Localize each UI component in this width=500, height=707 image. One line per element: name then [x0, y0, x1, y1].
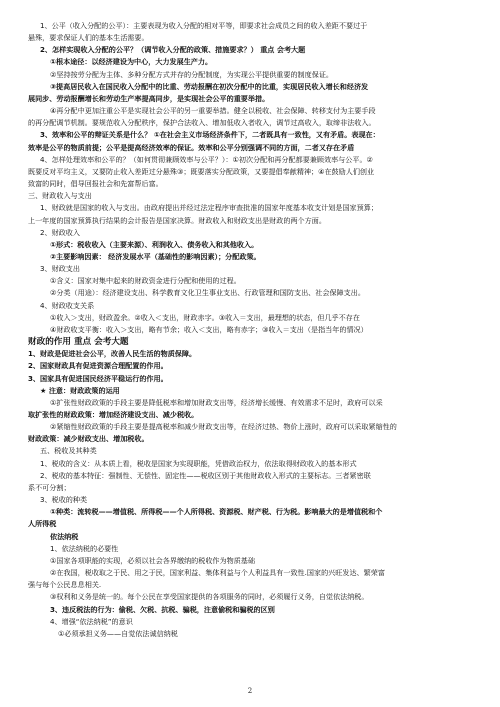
text-line: 取扩张性的财政政策：增加经济建设支出、减少税收。 — [28, 410, 199, 419]
text-line: 4、增强“依法纳税”的意识 — [50, 616, 133, 626]
text-line: 系不可分割； — [28, 482, 71, 492]
text-line: ③提高居民收入在国民收入分配中的比重、劳动报酬在初次分配中的比重，实现居民收入增长和经济发 — [50, 81, 369, 91]
text-line: 财政政策：减少财政支出、增加税收。 — [28, 434, 149, 444]
text-line: 3、税收的种类 — [40, 495, 88, 505]
text-line: ①根本途径：以经济建设为中心，大力发展生产力。 — [50, 57, 213, 67]
text-line: 3、效率和公平的辩证关系是什么？ ①在社会主义市场经济条件下，二者既具有一致性，又有矛盾。表现在： — [40, 130, 380, 140]
text-line: 三、财政收入与支出 — [28, 191, 92, 201]
text-line: ②主要影响因素： 经济发展水平（基础性的影响因素）；分配政策。 — [50, 251, 261, 261]
text-line: ①种类：流转税——增值税、所得税——个人所得税、资源税、财产税、行为税。影响最大的是增值税和个 — [50, 507, 383, 517]
text-line: 4、怎样处理效率和公平的？（如何贯彻兼顾效率与公平？）：①初次分配和再分配都要兼顾效率与公平。② — [40, 154, 373, 164]
text-line: 1、财政就是国家的收入与支出。由政府提出并经过法定程序审查批准的国家年度基本收支计划是国家预算； — [40, 203, 378, 213]
page-content — [28, 20, 474, 640]
text-line: 2、国家财政具有促进资源合理配置的作用。 — [28, 361, 168, 371]
text-line: ①必须承担义务——自觉依法诚信纳税 — [58, 628, 178, 638]
text-line: ④财政收支平衡：收入＞支出，略有节余；收入＜支出，略有赤字；③收入＝支出（是指当年的情况） — [50, 324, 368, 334]
text-line: 1、税收的含义：从本质上看，税收是国家为实现职能，凭借政治权力，依法取得财政收入的基本形式 — [40, 458, 357, 468]
text-line: ①形式：税收收入（主要来源）、利润收入、债务收入和其他收入。 — [50, 239, 259, 249]
text-line: ③权利和义务是统一的。每个公民在享受国家提供的各项服务的同时，必须履行义务，自觉依法纳税。 — [50, 592, 369, 602]
text-line: 五、税收及其种类 — [40, 446, 97, 456]
text-line: 展同步、劳动报酬增长和劳动生产率提高同步，是实现社会公平的重要举措。 — [28, 93, 270, 103]
text-line: 既要反对平均主义，又要防止收入差距过分悬殊③；既要落实分配政策，又要提倡奉献精神；④在鼓励人们创业 — [28, 166, 375, 176]
text-line: 2、税收的基本特征：强制性、无偿性、固定性——税收区别于其他财政收入形式的主要标志。三者紧密联 — [40, 470, 371, 480]
text-line: 财政的作用 重点 会考大题 — [28, 337, 129, 348]
text-line: 悬殊，要求保证人们的基本生活需要。 — [28, 33, 149, 43]
text-line: 效率是公平的物质前提；公平是提高经济效率的保证。效率和公平分别强调不同的方面，二者又存在矛盾 — [28, 142, 355, 152]
text-line: ②分类（用途）：经济建设支出、科学教育文化卫生事业支出、行政管理和国防支出、社会保障支出。 — [50, 288, 365, 298]
text-line: ④再分配中更加注重公平是实现社会公平的另一重要举措。健全以税收、社会保障、转移支付为主要手段 — [50, 106, 376, 116]
text-line: 致富的同时，倡导回报社会和先富帮后富。 — [28, 179, 163, 189]
text-line: ②紧缩性财政政策的手段主要是提高税率和减少财政支出等，在经济过热、物价上涨时，政府可以采取紧缩性的 — [50, 422, 397, 432]
text-line: 的再分配调节机制。要规范收入分配秩序，保护合法收入、增加低收入者收入，调节过高收入，取缔非法收入。 — [28, 118, 376, 128]
text-line: ★ 注意：财政政策的运用 — [40, 385, 120, 395]
text-line: ①国家各项职能的实现，必须以社会各界缴纳的税收作为物质基础 — [50, 555, 255, 565]
text-line: 1、财政是促进社会公平，改善人民生活的物质保障。 — [28, 349, 197, 359]
text-line: ②在我国，税收取之于民、用之于民，国家利益、集体利益与个人利益具有一致性.国家的兴旺发达、繁荣富 — [50, 568, 385, 578]
text-line: 依法纳税 — [50, 531, 79, 541]
text-line: ①含义：国家对集中起来的财政资金进行分配和使用的过程。 — [50, 276, 241, 286]
text-line: 3、国家具有促进国民经济平稳运行的作用。 — [28, 373, 168, 383]
text-line: 上一年度的国家预算执行结果的会计报告是国家决算。财政收入和财政支出是财政的两个方面。 — [28, 215, 326, 225]
text-line: 2、怎样实现收入分配的公平？（调节收入分配的政策、措施要求？） 重点 会考大题 — [40, 45, 306, 55]
text-line: 4、财政收支关系 — [40, 300, 95, 310]
text-line: 人所得税 — [28, 519, 57, 529]
text-line: ①扩张性财政政策的手段主要是降低税率和增加财政支出等，经济增长缓慢、有效需求不足时，政府可以采 — [50, 397, 383, 407]
text-line: 3、违反税法的行为：偷税、欠税、抗税、骗税，注意偷税和骗税的区别 — [50, 604, 275, 614]
text-line: ①收入＞支出，财政盈余。②收入＜支出，财政赤字。③收入＝支出，最理想的状态，但几乎不存在 — [50, 312, 360, 322]
text-line: 2、财政收入 — [40, 227, 80, 237]
text-line: 1、依法纳税的必要性 — [50, 543, 119, 553]
page-number: 2 — [247, 687, 253, 695]
text-line: ②坚持按劳分配为主体、多种分配方式并存的分配制度，为实现公平提供重要的制度保证。 — [50, 69, 334, 79]
text-line: 强与每个公民息息相关. — [28, 580, 102, 590]
text-line: 1、公平（收入分配的公平）：主要表现为收入分配的相对平等，即要求社会成员之间的收入差距不要过于 — [40, 21, 368, 30]
text-line: 3、财政支出 — [40, 264, 80, 274]
